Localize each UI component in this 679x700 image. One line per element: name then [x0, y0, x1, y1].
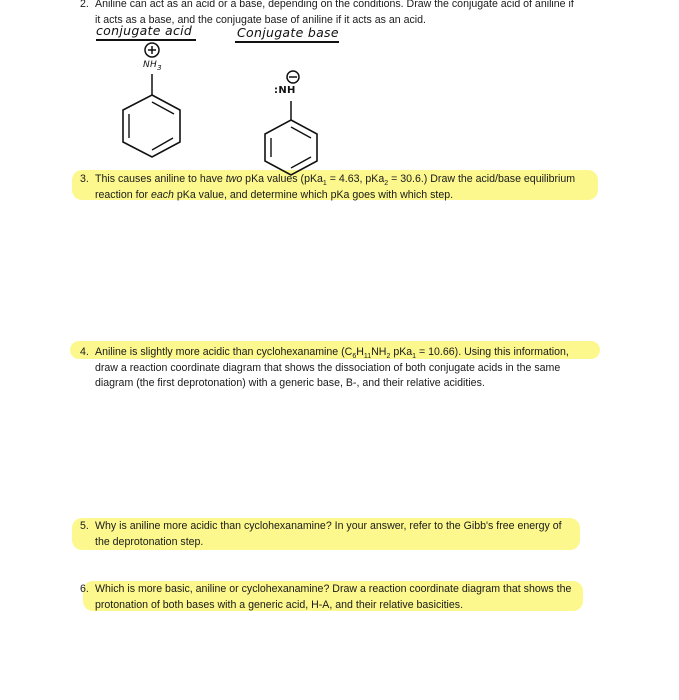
question-text — [95, 172, 660, 203]
question-line: it acts as a base, and the conjugate base of aniline if it acts as an acid. — [95, 13, 426, 26]
benzene-ring — [265, 120, 317, 175]
question-line: diagram (the first deprotonation) with a generic base, B-, and their relative acidities. — [95, 377, 485, 389]
question-number: 4. — [80, 346, 89, 358]
question-4 — [80, 345, 660, 393]
question-line: Aniline is slightly more acidic than cyclohexanamine ($C_6H_{11}NH_2$ pKa$_1$ = 10.66). Using this information, — [95, 346, 569, 361]
question-3 — [80, 172, 660, 204]
question-line: reaction for each pKa value, and determine which pKa goes with which step. — [95, 188, 454, 201]
question-line: protonation of both bases with a generic acid, H-A, and their relative basicities. — [95, 598, 464, 611]
question-line: Why is aniline more acidic than cyclohexanamine? In your answer, refer to the Gibb's free energy of — [95, 520, 562, 532]
question-6 — [80, 582, 660, 614]
conjugate-base-label: Conjugate base — [237, 25, 339, 40]
question-number: 3. — [80, 173, 89, 185]
question-line: draw a reaction coordinate diagram that shows the dissociation of both conjugate acids in the same — [95, 361, 561, 374]
benzene-ring — [123, 95, 180, 157]
question-text — [95, 519, 660, 550]
question-line: Which is more basic, aniline or cyclohexanamine? Draw a reaction coordinate diagram that shows the — [95, 583, 572, 595]
question-line: the deprotonation step. — [95, 535, 204, 548]
question-5 — [80, 519, 660, 551]
question-number: 2. — [80, 0, 89, 10]
question-line: Aniline can act as an acid or a base, depending on the conditions. Draw the conjugate acid of aniline if — [95, 0, 574, 10]
ammonium-group-label: $NH_3$ — [143, 60, 162, 72]
conjugate-base-underline — [235, 41, 339, 43]
question-line: This causes aniline to have two pKa values (pKa$_1$ = 4.63, pKa$_2$ = 30.6.) Draw the acid/base equilibrium — [95, 173, 576, 188]
question-number: 6. — [80, 583, 89, 595]
question-number: 5. — [80, 520, 89, 532]
amide-group-label: :NH — [274, 85, 296, 96]
question-text — [95, 345, 660, 392]
question-text — [95, 582, 660, 613]
conjugate-acid-label: conjugate acid — [96, 23, 193, 38]
